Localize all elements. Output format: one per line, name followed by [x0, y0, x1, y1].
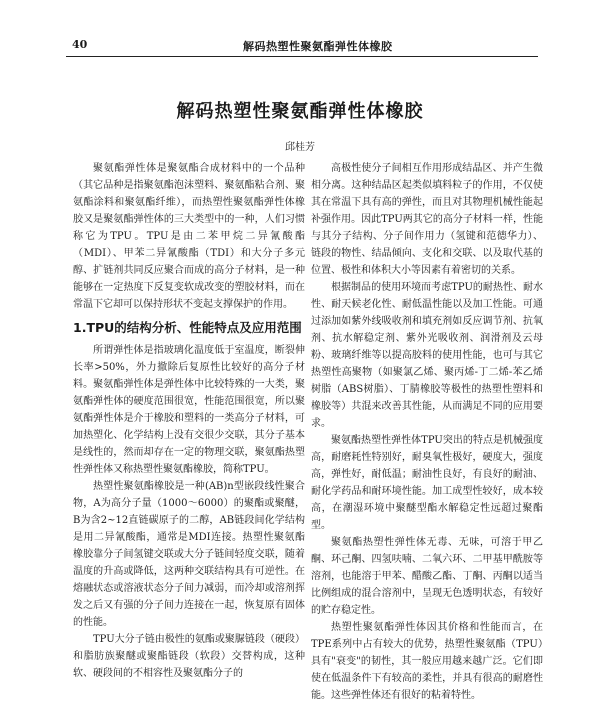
- page-number: 40: [72, 38, 88, 51]
- body-paragraph: 热塑性聚氨酯橡胶是一种(AB)n型嵌段线性聚合物，A为高分子量（1000～6000）的聚酯或聚醚，B为含2~12直链碳原子的二醇，AB链段间化学结构是用二异氰酸酯，通常是MDI连接。热塑性聚氨酯橡胶靠分子间氢键交联或大分子链间轻度交联，随着温度的升高或降低，这两种交联结构具有可逆性。在熔融状态或溶液状态分子间力减弱，而冷却或溶剂挥发之后又有强的分子间力连接在一起，恢复原有固体的性能。: [73, 481, 305, 628]
- running-title: 解码热塑性聚氨酯弹性体橡胶: [243, 40, 393, 53]
- section-heading: 1.TPU的结构分析、性能特点及应用范围: [73, 320, 302, 335]
- header-rule: [66, 56, 538, 57]
- body-paragraph: 热塑性聚氨酯弹性体因其价格和性能而言，在TPE系列中占有较大的优势，热塑性聚氨酯（TPU）具有"衰变"的韧性，其一般应用越来越广泛。它们即使在低温条件下有较高的柔性，并具有很高的耐磨性能。这些弹性体还有很好的粘着特性。: [311, 622, 543, 701]
- body-paragraph: 根据制品的使用环境而考虑TPU的耐热性、耐水性、耐天候老化性、耐低温性能以及加工性能。可通过添加如紫外线吸收剂和填充剂如反应调节剂、抗氧剂、抗水解稳定剂、紫外光吸收剂、润滑剂及云母粉、玻璃纤维等以提高胶料的使用性能，也可与其它热塑性高聚物（如聚氯乙烯、聚丙烯-丁二烯-苯乙烯树脂（ABS树脂）、丁腈橡胶等极性的热塑性塑料和橡胶等）共混来改善其性能，从而满足不同的应用要求。: [311, 282, 543, 429]
- right-column: [311, 160, 543, 701]
- intro-paragraph: 聚氨酯弹性体是聚氨酯合成材料中的一个品种（其它品种是指聚氨酯泡沫塑料、聚氨酯粘合剂、聚氨酯涂料和聚氨酯纤维），而热塑性聚氨酯弹性体橡胶又是聚氨酯弹性体的三大类型中的一种，人们习惯称它为TPU。TPU是由二苯甲烷二异氰酸酯（MDI）、甲苯二异氰酸酯（TDI）和大分子多元醇、扩链剂共同反应聚合而成的高分子材料，是一种能够在一定热度下反复变软成改变的塑胶材料，而在常温下它却可以保持形状不变起支撑保护的作用。: [73, 163, 305, 310]
- body-paragraph: 聚氨酯热塑性弹性体TPU突出的特点是机械强度高，耐磨耗性特别好，耐臭氧性极好，硬度大，强度高，弹性好，耐低温；耐油性良好，有良好的耐油、耐化学药品和耐环境性能。加工成型性较好，成本较高，在潮湿环境中聚醚型酯水解稳定性远超过聚酯型。: [311, 435, 543, 531]
- body-paragraph: 高极性使分子间相互作用形成结晶区、并产生微相分离。这种结晶区起类似填料粒子的作用，不仅使其在常温下具有高的弹性，而且对其物理机械性能起补强作用。因此TPU两其它的高分子材料一样，性能与其分子结构、分子间作用力（氢键和范德华力）、链段的物性、结晶倾向、支化和交联、以及取代基的位置、极性和体积大小等因素有着密切的关系。: [311, 163, 543, 276]
- left-column: [73, 160, 305, 679]
- page-header: [0, 0, 600, 60]
- article-author: 邱桂芳: [285, 142, 315, 153]
- body-paragraph: 聚氨酯热塑性弹性体无毒、无味，可溶于甲乙酮、环己酮、四氢呋喃、二氧六环、二甲基甲酰胺等溶剂，也能溶于甲苯、醋酸乙酯、丁酮、丙酮以适当比例组成的混合溶剂中，呈现无色透明状态，有较好的贮存稳定性。: [311, 537, 543, 616]
- article-title: 解码热塑性聚氨酯弹性体橡胶: [176, 101, 424, 122]
- body-paragraph: 所谓弹性体是指玻璃化温度低于室温度，断裂伸长率>50%，外力撤除后复原性比较好的高分子材料。聚氨酯弹性体是弹性体中比较特殊的一大类，聚氨酯弹性体的硬度范围很宽，性能范围很宽，所以聚氨酯弹性体是介于橡胶和塑料的一类高分子材料，可加热塑化、化学结构上没有交很少交联，其分子基本是线性的，然而却存在一定的物理交联，聚氨酯热塑性弹性体又称热塑性聚氨酯橡胶，简称TPU。: [73, 345, 305, 475]
- body-paragraph: TPU大分子链由极性的氨酯或聚脲链段（硬段）和脂肪族聚醚或聚酯链段（软段）交替构成，这种软、硬段间的不相容性及聚氨酯分子的: [73, 634, 305, 679]
